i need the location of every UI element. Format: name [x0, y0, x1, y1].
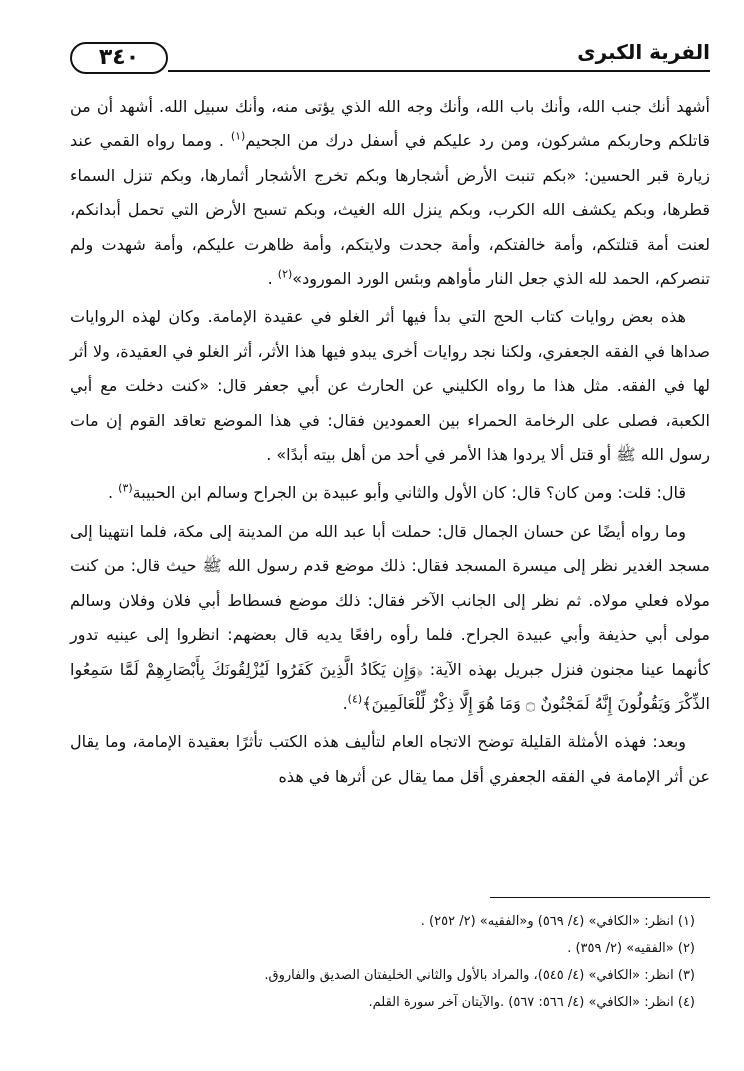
paragraph-2: هذه بعض روايات كتاب الحج التي بدأ فيها أثر الغلو في عقيدة الإمامة. وكان لهذه الروايات صداها في الفقه الجعفري، ولكنا نجد روايات أخرى يبدو فيها هذا الأثر، أثر الغلو في العقيدة، ولا أثر لها في الفقه. مثل هذا ما رواه الكليني عن الحارث عن أبي جعفر قال: «كنت دخلت مع أبي الكعبة، فصلى على الرخامة الحمراء بين العمودين فقال: في هذا الموضع تعاقد القوم إن مات رسول الله ﷺ أو قتل ألا يردوا هذا الأمر في أحد من أهل بيته أبدًا» . — [70, 307, 710, 465]
footnote-ref-4: (٤) — [347, 692, 363, 706]
footnote-ref-2: (٢) — [277, 267, 293, 281]
footnote-3: (٣) انظر: «الكافي» (٤/ ٥٤٥)، والمراد بالأول والثاني الخليفتان الصديق والفاروق. — [264, 968, 695, 983]
running-title: الفرية الكبرى — [577, 40, 710, 64]
footnote-4: (٤) انظر: «الكافي» (٤/ ٥٦٦: ٥٦٧) .والآيتان آخر سورة القلم. — [368, 995, 695, 1010]
paragraph-5: وبعد: فهذه الأمثلة القليلة توضح الاتجاه العام لتأليف هذه الكتب تأثرًا بعقيدة الإمامة، وما يقال عن أثر الإمامة في الفقه الجعفري أقل مما يقال عن أثرها في هذه — [70, 732, 710, 786]
paragraph-3: قال: قلت: ومن كان؟ قال: كان الأول والثاني وأبو عبيدة بن الجراح وسالم ابن الحبيبة$^{(٣)}$ . — [107, 482, 686, 503]
footnote-1: (١) انظر: «الكافي» (٤/ ٥٦٩) و«الفقيه» (٢/ ٢٥٢) . — [420, 914, 695, 929]
main-text — [70, 90, 710, 798]
page-header — [70, 38, 710, 82]
paragraph-4: وما رواه أيضًا عن حسان الجمال قال: حملت أبا عبد الله من المدينة إلى مكة، فلما انتهينا إلى مسجد الغدير نظر إلى ميسرة المسجد فقال: ذلك موضع قدم رسول الله ﷺ حيث قال: من كنت مولاه فعلي مولاه. ثم نظر إلى الجانب الآخر فقال: ذلك موضع فسطاط أبي فلان وفلان وسالم مولى أبي حذيفة وأبي عبيدة الجراح. فلما رأوه رافعًا يديه قال بعضهم: انظروا إلى عينيه تدور كأنهما عينا مجنون فنزل جبريل بهذه الآية: ﴿وَإِن يَكَادُ الَّذِينَ كَفَرُوا لَيُزْلِقُونَكَ بِأَبْصَارِهِمْ لَمَّا سَمِعُوا الذِّكْرَ وَيَقُولُونَ إِنَّهُ لَمَجْنُونٌ ۝ وَمَا هُوَ إِلَّا ذِكْرٌ لِّلْعَالَمِينَ﴾$^{(٤)}$. — [70, 521, 710, 713]
footnotes — [70, 908, 695, 1016]
header-rule — [168, 70, 710, 72]
footnote-ref-1: (١) — [230, 130, 246, 144]
page-number: ٣٤٠ — [70, 42, 168, 74]
footnote-separator — [490, 897, 710, 898]
paragraph-1: أشهد أنك جنب الله، وأنك باب الله، وأنك وجه الله الذي يؤتى منه، وأنك سبيل الله. أشهد أن من قاتلكم وحاربكم مشركون، ومن رد عليكم في أسفل درك من الجحيم$^{(١)}$ . ومما رواه القمي عند زيارة قبر الحسين: «بكم تنبت الأرض أشجارها وبكم تخرج الأشجار أثمارها، وبكم تنزل السماء قطرها، وبكم يكشف الله الكرب، وبكم ينزل الله الغيث، وبكم تسبح الأرض التي تحمل أبدانكم، لعنت أمة قتلتكم، وأمة خالفتكم، وأمة جحدت ولايتكم، وأمة ظاهرت عليكم، وأمة شهدت ولم تنصركم، الحمد لله الذي جعل النار مأواهم وبئس الورد المورود»$^{(٢)}$ . — [70, 97, 711, 289]
footnote-2: (٢) «الفقيه» (٢/ ٣٥٩) . — [567, 941, 695, 956]
footnote-ref-3: (٣) — [118, 482, 133, 496]
